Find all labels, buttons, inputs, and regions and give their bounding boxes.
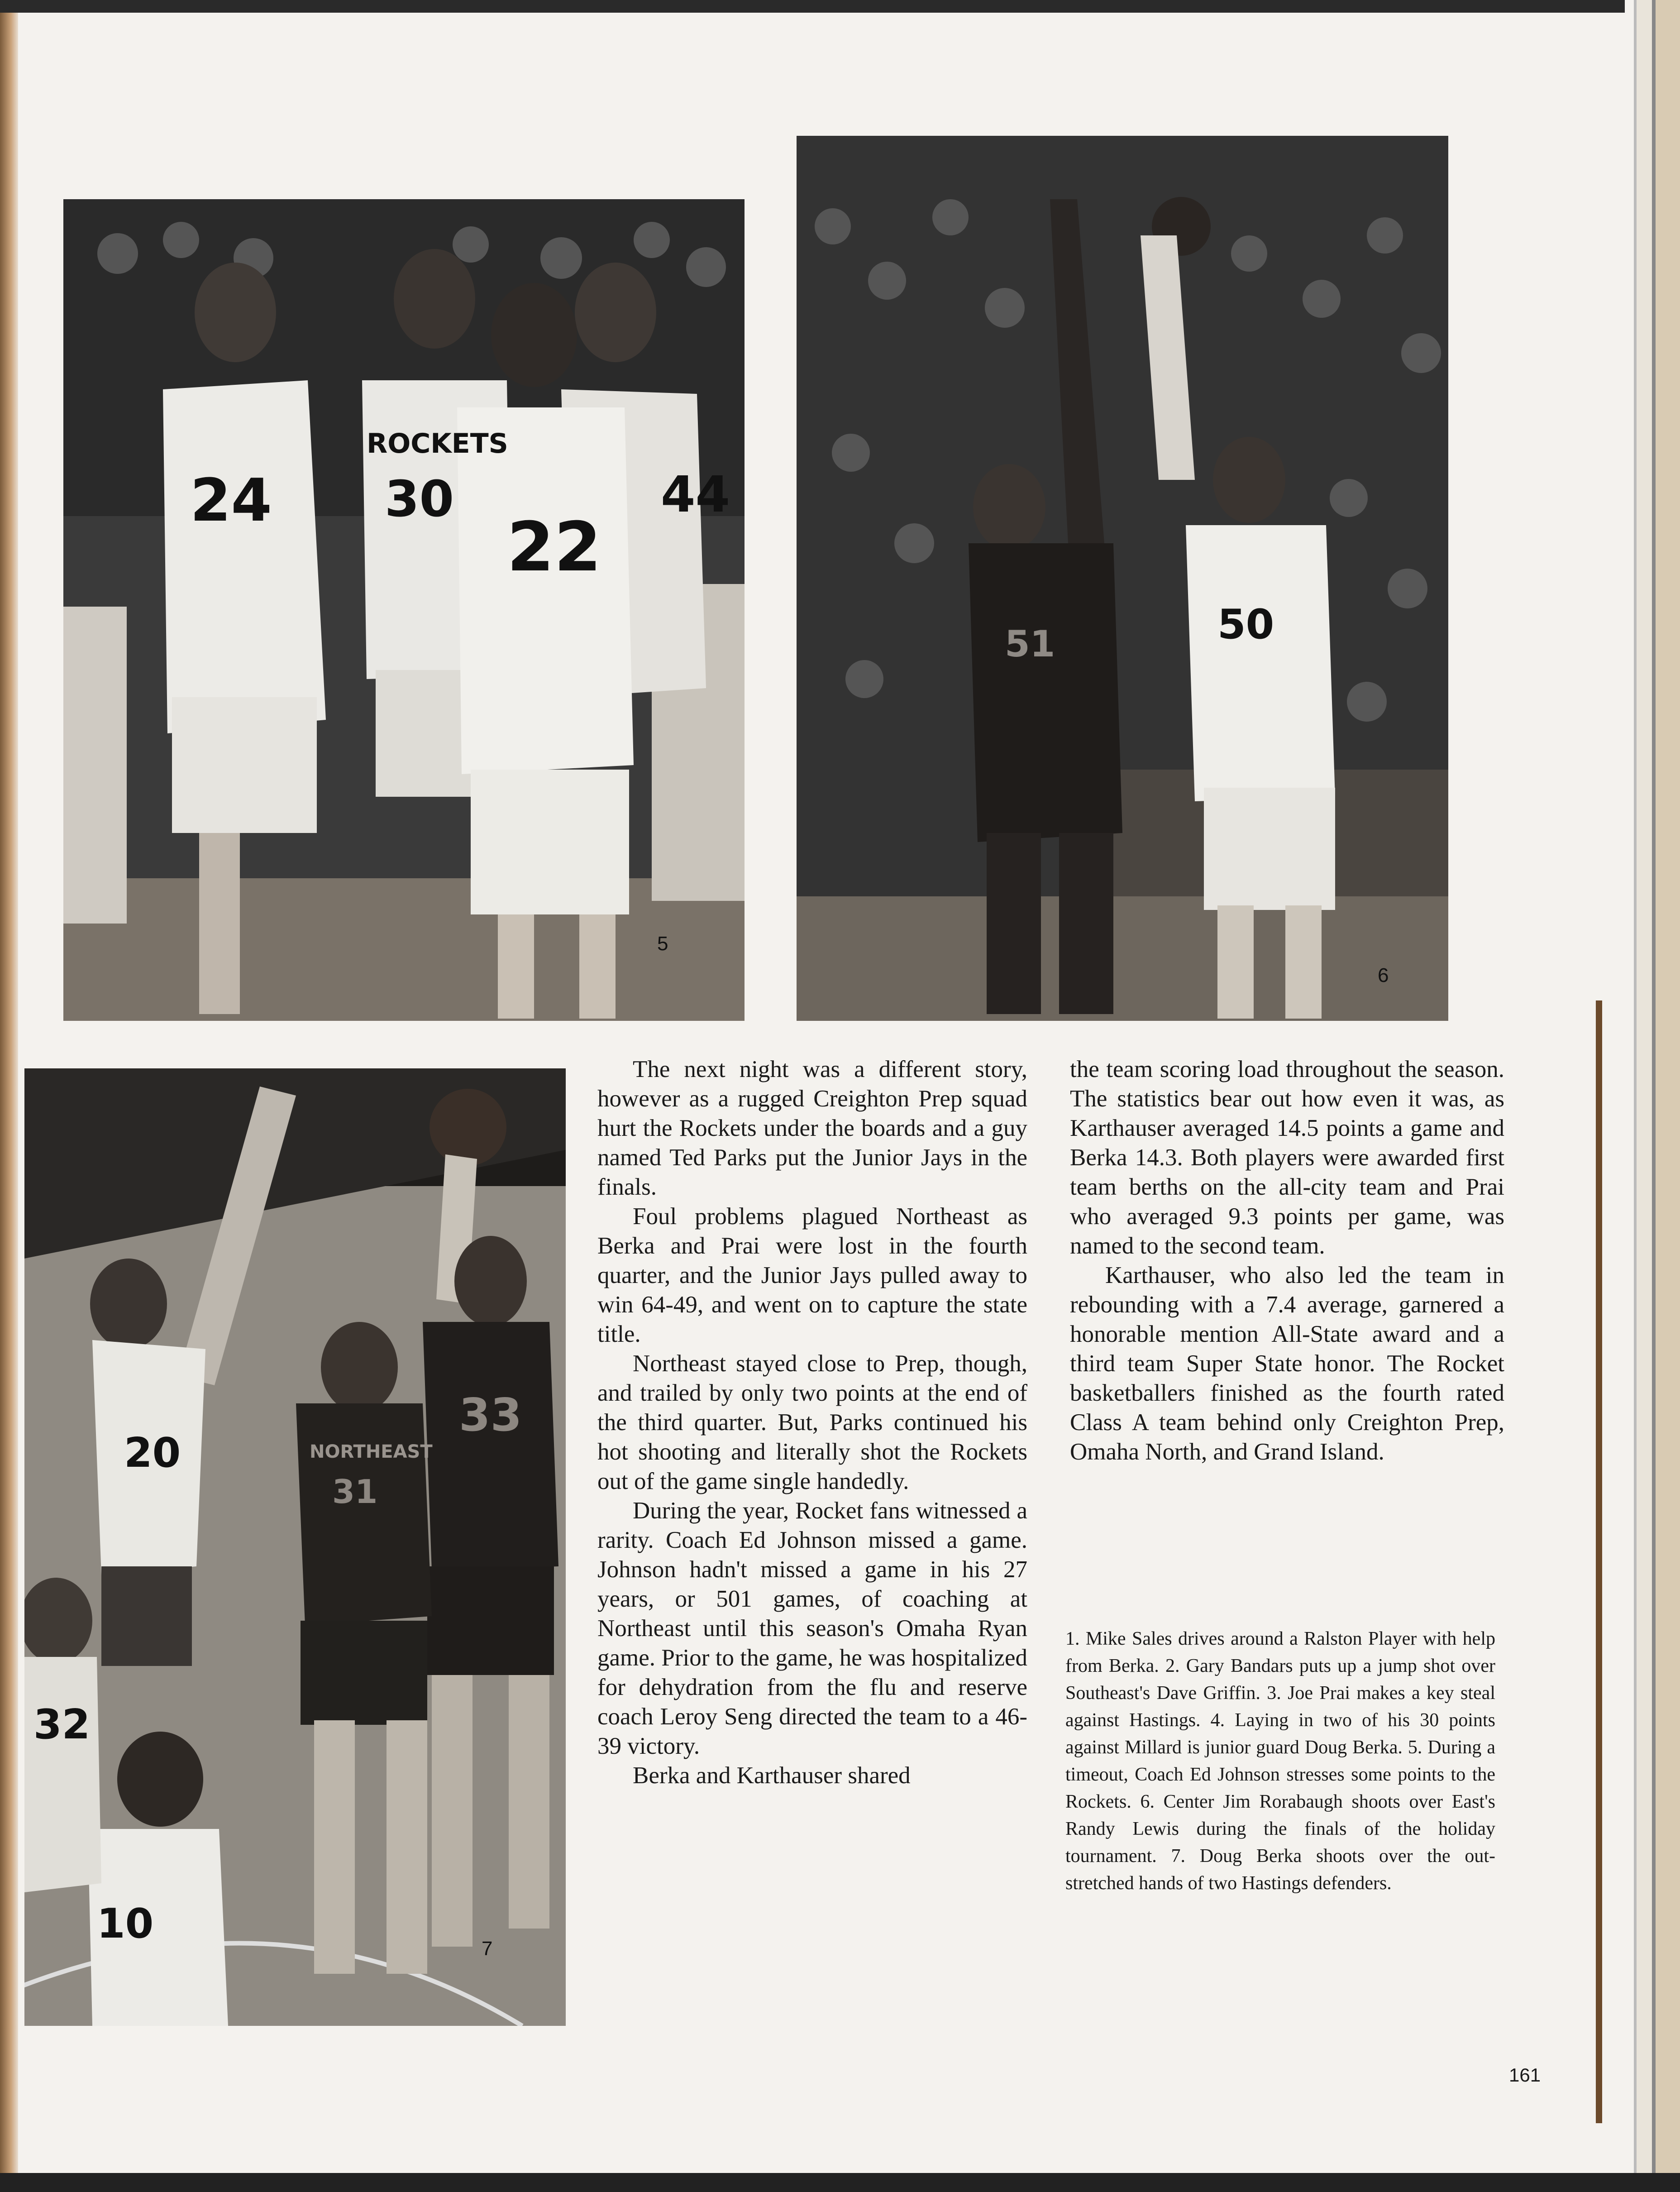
article-paragraph: the team scoring load throughout the season. The statistics bear out how even it was, as Karthauser averaged 14.5 points a game and Berka 14.3. Both players were awarded first team berths on the all-city team and Prai who averaged 9.3 points per game, was named to the second team. bbox=[1070, 1056, 1504, 1259]
svg-text:44: 44 bbox=[661, 465, 730, 523]
svg-text:31: 31 bbox=[332, 1473, 378, 1511]
svg-text:32: 32 bbox=[33, 1701, 91, 1748]
binding-edge-left bbox=[0, 0, 18, 2192]
caption-text: 1. Mike Sales drives around a Ralston Player with help from Berka. 2. Gary Bandars puts up a jump shot over Southeast's Dave Griffin. 3. Joe Prai makes a key steal against Hastings. 4. Laying in two of his 30 points against Millard is junior guard Doug Berka. 5. During a timeout, Coach Ed Johnson stresses some points to the Rockets. 6. Center Jim Rorabaugh shoots over East's Randy Lewis during the finals of the holiday tournament. 7. Doug Berka shoots over the out-stretched hands of two Hastings defenders. bbox=[1065, 1628, 1495, 1894]
svg-text:33: 33 bbox=[459, 1388, 522, 1441]
photo-number-label: 5 bbox=[657, 933, 668, 955]
page-bottom-edge bbox=[0, 2173, 1680, 2192]
article-paragraph: The next night was a different story, however as a rugged Creighton Prep squad hurt the Rockets under the boards and a guy named Ted Parks put the Junior Jays in the finals. bbox=[597, 1056, 1027, 1200]
article-paragraph: Foul problems plagued Northeast as Berka and Prai were lost in the fourth quarter, and the Junior Jays pulled away to win 64-49, and went on to capture the state title. bbox=[597, 1203, 1027, 1347]
svg-text:30: 30 bbox=[385, 470, 454, 528]
svg-text:ROCKETS: ROCKETS bbox=[367, 428, 508, 459]
svg-text:24: 24 bbox=[190, 466, 272, 535]
svg-text:NORTHEAST: NORTHEAST bbox=[310, 1441, 433, 1462]
article-paragraph: During the year, Rocket fans witnessed a rarity. Coach Ed Johnson missed a game. Johnson hadn't missed a game in his 27 years, or 501 games, of coaching at Northeast until this season's Omaha Ryan game. Prior to the game, he was hospitalized for dehydration from the flu and reserve coach Leroy Seng directed the team to a 46-39 victory. bbox=[597, 1498, 1027, 1759]
article-column-2 bbox=[1070, 1055, 1504, 1467]
photo-captions bbox=[1065, 1625, 1495, 1897]
page-number: 161 bbox=[1509, 2064, 1541, 2086]
photo-timeout-huddle bbox=[63, 199, 745, 1021]
photo-number-label: 7 bbox=[482, 1938, 493, 1960]
svg-text:51: 51 bbox=[1005, 623, 1055, 665]
page-right-edge bbox=[1625, 0, 1680, 2192]
photo-shot-over-defenders bbox=[24, 1068, 566, 2026]
spine-bar-right bbox=[1596, 1000, 1602, 2123]
article-paragraph: Northeast stayed close to Prep, though, and trailed by only two points at the end of the third quarter. But, Parks continued his hot shooting and literally shot the Rockets out of the game single handedly. bbox=[597, 1350, 1027, 1494]
article-column-1 bbox=[597, 1055, 1027, 1790]
article-paragraph: Berka and Karthauser shared bbox=[633, 1762, 911, 1789]
svg-text:50: 50 bbox=[1217, 601, 1274, 648]
photo-number-label: 6 bbox=[1378, 964, 1389, 986]
svg-text:22: 22 bbox=[507, 508, 601, 587]
article-paragraph: Karthauser, who also led the team in rebounding with a 7.4 average, garnered a honorable mention All-State award and a third team Super State honor. The Rocket basketballers finished as the fourth rated Class A team behind only Creighton Prep, Omaha North, and Grand Island. bbox=[1070, 1262, 1504, 1465]
svg-text:20: 20 bbox=[124, 1429, 181, 1477]
svg-text:10: 10 bbox=[97, 1900, 154, 1948]
page-top-edge bbox=[0, 0, 1680, 13]
photo-center-shoots bbox=[797, 136, 1448, 1021]
